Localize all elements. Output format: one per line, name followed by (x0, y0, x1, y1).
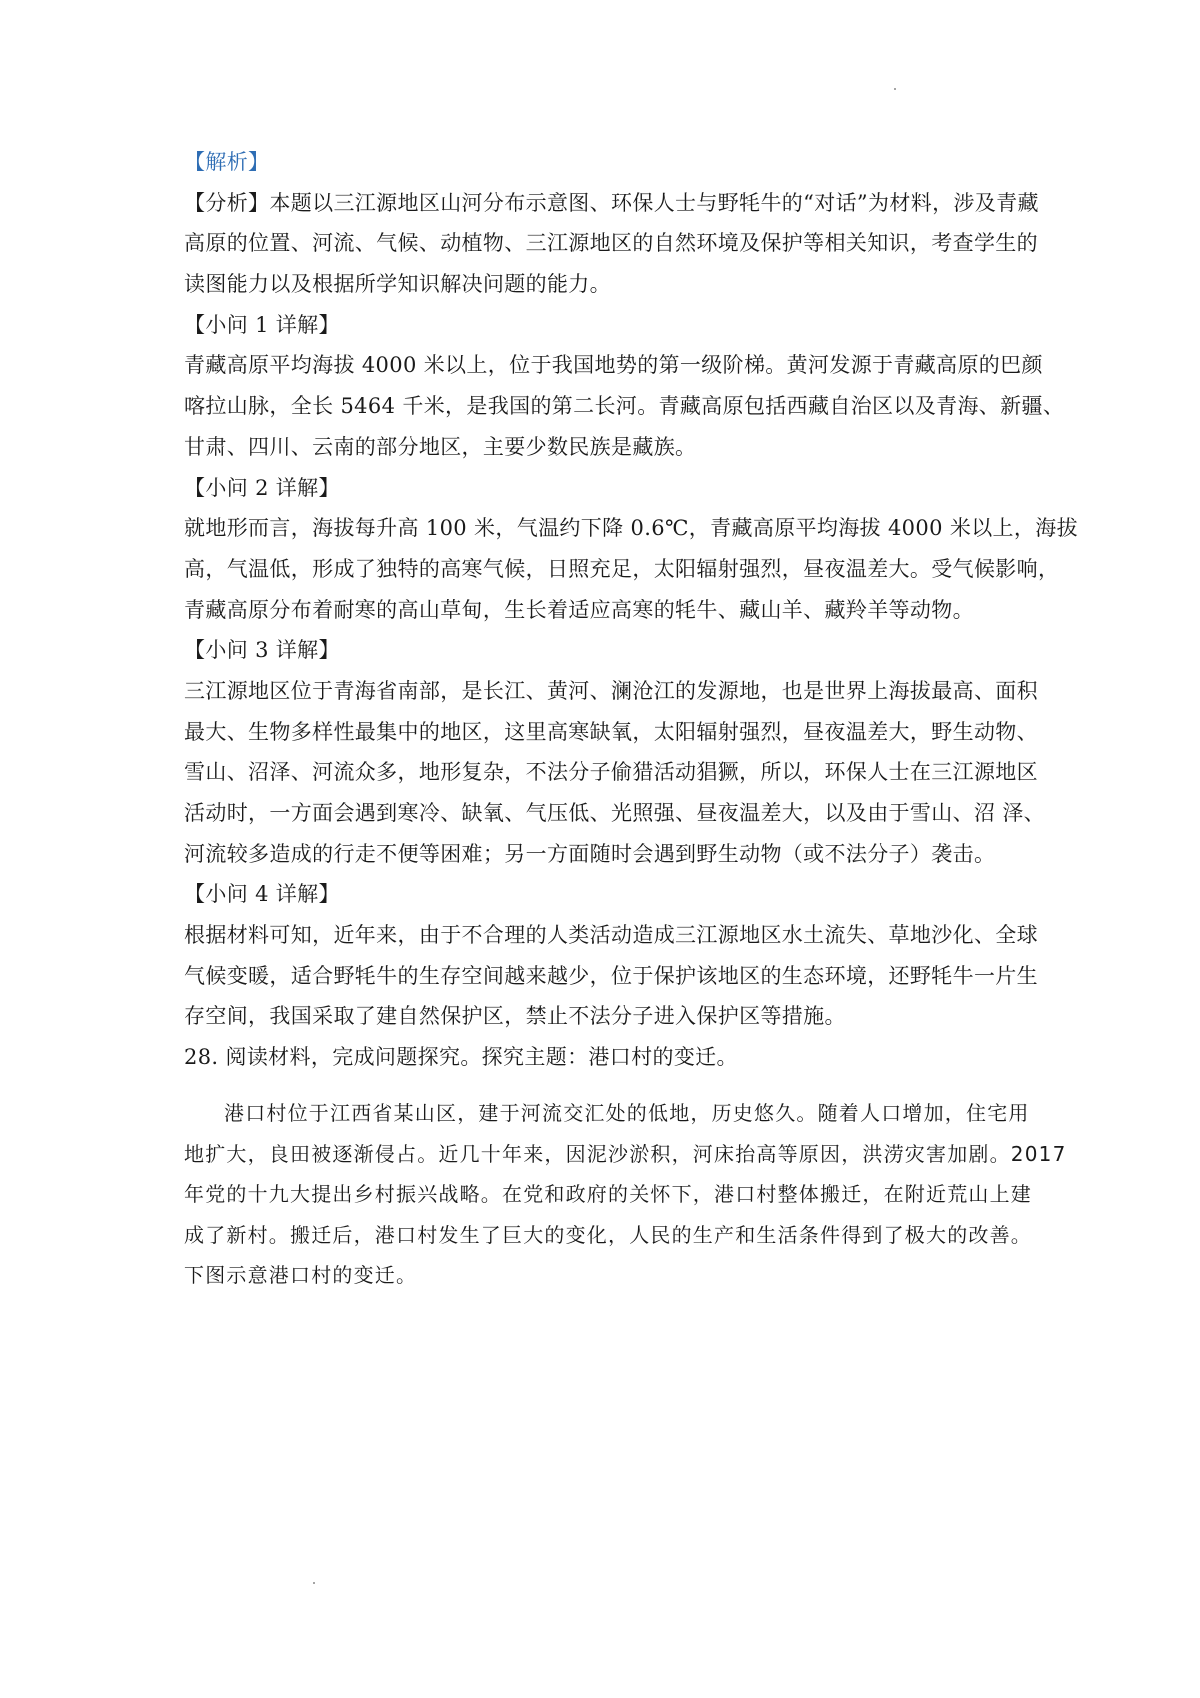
material-line: 年党的十九大提出乡村振兴战略。在党和政府的关怀下，港口村整体搬迁，在附近荒山上建 (184, 1182, 1032, 1206)
q4-line: 存空间，我国采取了建自然保护区，禁止不法分子进入保护区等措施。 (184, 1004, 846, 1029)
q3-line: 河流较多造成的行走不便等困难；另一方面随时会遇到野生动物（或不法分子）袭击。 (184, 841, 996, 866)
material-line: 地扩大，良田被逐渐侵占。近几十年来，因泥沙淤积，河床抬高等原因，洪涝灾害加剧。2017 (184, 1141, 1067, 1166)
q4-heading: 【小问 4 详解】 (184, 882, 340, 907)
analysis-section (184, 142, 1078, 1078)
overview-line: 高原的位置、河流、气候、动植物、三江源地区的自然环境及保护等相关知识，考查学生的 (184, 231, 1038, 256)
q3-heading: 【小问 3 详解】 (184, 638, 340, 663)
q4-line: 根据材料可知，近年来，由于不合理的人类活动造成三江源地区水土流失、草地沙化、全球 (184, 923, 1038, 948)
overview-line: 【分析】本题以三江源地区山河分布示意图、环保人士与野牦牛的“对话”为材料，涉及青藏 (184, 190, 1039, 215)
q3-line: 三江源地区位于青海省南部，是长江、黄河、澜沧江的发源地，也是世界上海拔最高、面积 (184, 678, 1038, 703)
q2-line: 就地形而言，海拔每升高 100 米，气温约下降 0.6℃，青藏高原平均海拔 4000 米以上，海拔 (184, 516, 1078, 541)
q1-line: 青藏高原平均海拔 4000 米以上，位于我国地势的第一级阶梯。黄河发源于青藏高原的巴颜 (184, 353, 1043, 378)
q3-line: 最大、生物多样性最集中的地区，这里高寒缺氧，太阳辐射强烈，昼夜温差大，野生动物、 (184, 719, 1038, 744)
scan-speck (313, 1582, 315, 1584)
q4-line: 气候变暖，适合野牦牛的生存空间越来越少，位于保护该地区的生态环境，还野牦牛一片生 (184, 963, 1038, 988)
q2-heading: 【小问 2 详解】 (184, 475, 340, 500)
q2-line: 青藏高原分布着耐寒的高山草甸，生长着适应高寒的牦牛、藏山羊、藏羚羊等动物。 (184, 597, 974, 622)
analysis-header: 【解析】 (184, 150, 270, 174)
q3-line: 雪山、沼泽、河流众多，地形复杂，不法分子偷猎活动猖獗，所以，环保人士在三江源地区 (184, 760, 1038, 785)
material-line: 港口村位于江西省某山区，建于河流交汇处的低地，历史悠久。随着人口增加，住宅用 (224, 1101, 1030, 1125)
scan-speck (894, 88, 896, 90)
q3-line: 活动时，一方面会遇到寒冷、缺氧、气压低、光照强、昼夜温差大，以及由于雪山、沼 泽、 (184, 801, 1046, 825)
material-line: 成了新村。搬迁后，港口村发生了巨大的变化，人民的生产和生活条件得到了极大的改善。 (184, 1222, 1032, 1247)
q2-line: 高，气温低，形成了独特的高寒气候，日照充足，太阳辐射强烈，昼夜温差大。受气候影响， (184, 556, 1060, 581)
q1-line: 甘肃、四川、云南的部分地区，主要少数民族是藏族。 (184, 434, 697, 459)
overview-line: 读图能力以及根据所学知识解决问题的能力。 (184, 272, 611, 297)
question-28-prompt: 28. 阅读材料，完成问题探究。探究主题：港口村的变迁。 (184, 1045, 738, 1070)
q1-heading: 【小问 1 详解】 (184, 312, 340, 337)
question-28-material (184, 1093, 1067, 1296)
q1-line: 喀拉山脉，全长 5464 千米，是我国的第二长河。青藏高原包括西藏自治区以及青海、新疆、 (184, 394, 1065, 419)
material-line: 下图示意港口村的变迁。 (184, 1263, 418, 1287)
